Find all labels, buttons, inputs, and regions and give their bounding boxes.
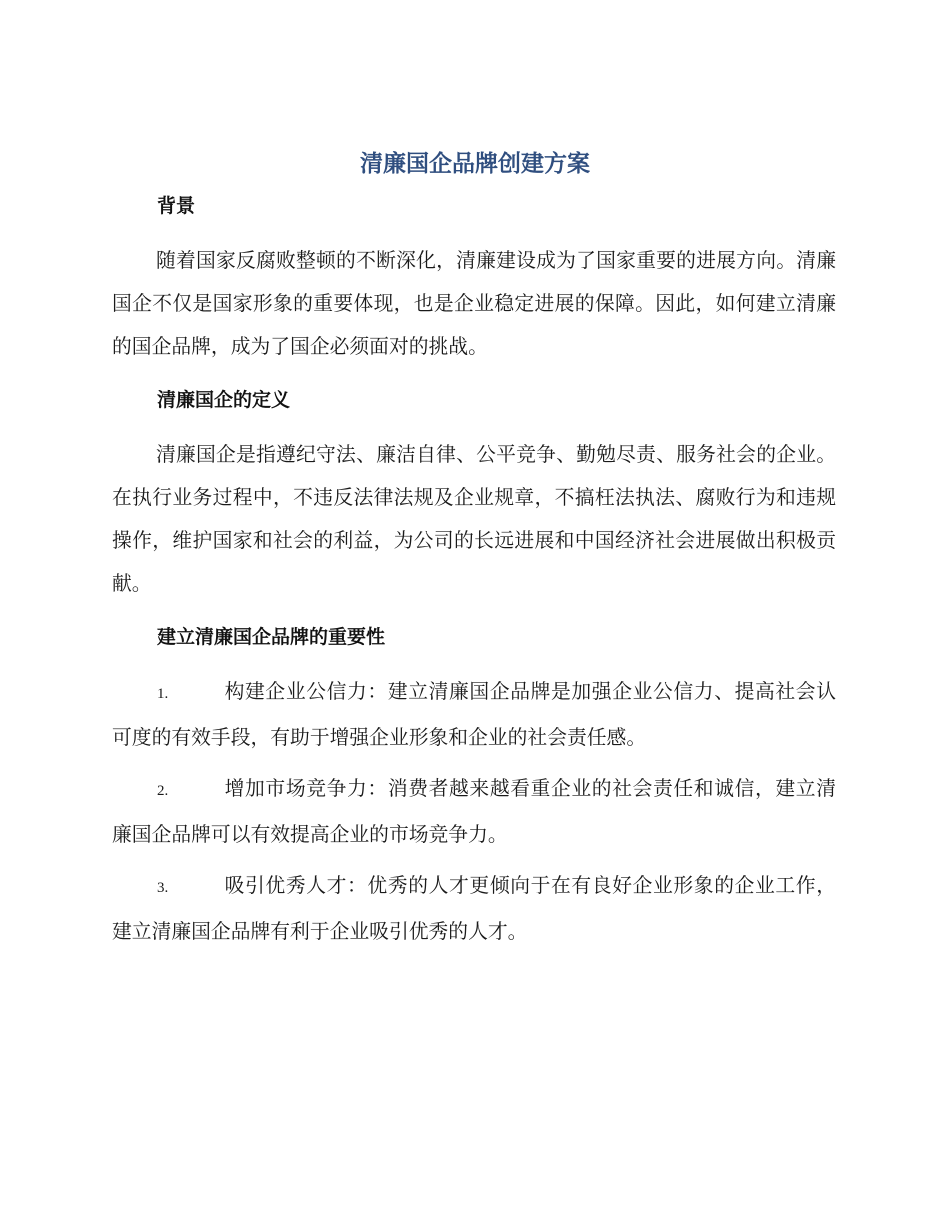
- section-heading-importance: 建立清廉国企品牌的重要性: [157, 626, 386, 648]
- list-item-number: 3.: [157, 880, 169, 896]
- document-title: 清廉国企品牌创建方案: [360, 151, 590, 177]
- section-heading-background: 背景: [157, 195, 196, 217]
- list-item-number: 1.: [157, 686, 169, 702]
- list-item-text: 增加市场竞争力：消费者越来越看重企业的社会责任和诚信，建立清廉国企品牌可以有效提高企业的市场竞争力。: [112, 777, 836, 846]
- list-item-text: 吸引优秀人才：优秀的人才更倾向于在有良好企业形象的企业工作，建立清廉国企品牌有利于企业吸引优秀的人才。: [112, 874, 836, 943]
- section-heading-definition: 清廉国企的定义: [157, 389, 291, 411]
- list-item: [112, 670, 836, 759]
- background-paragraph: 随着国家反腐败整顿的不断深化，清廉建设成为了国家重要的进展方向。清廉国企不仅是国家形象的重要体现，也是企业稳定进展的保障。因此，如何建立清廉的国企品牌，成为了国企必须面对的挑战。: [112, 249, 836, 358]
- list-item: [112, 767, 836, 856]
- list-item: [112, 864, 836, 953]
- definition-paragraph: 清廉国企是指遵纪守法、廉洁自律、公平竞争、勤勉尽责、服务社会的企业。在执行业务过程中，不违反法律法规及企业规章，不搞枉法执法、腐败行为和违规操作，维护国家和社会的利益，为公司的长远进展和中国经济社会进展做出积极贡献。: [112, 443, 836, 595]
- list-item-number: 2.: [157, 783, 169, 799]
- list-item-text: 构建企业公信力：建立清廉国企品牌是加强企业公信力、提高社会认可度的有效手段，有助于增强企业形象和企业的社会责任感。: [112, 680, 836, 749]
